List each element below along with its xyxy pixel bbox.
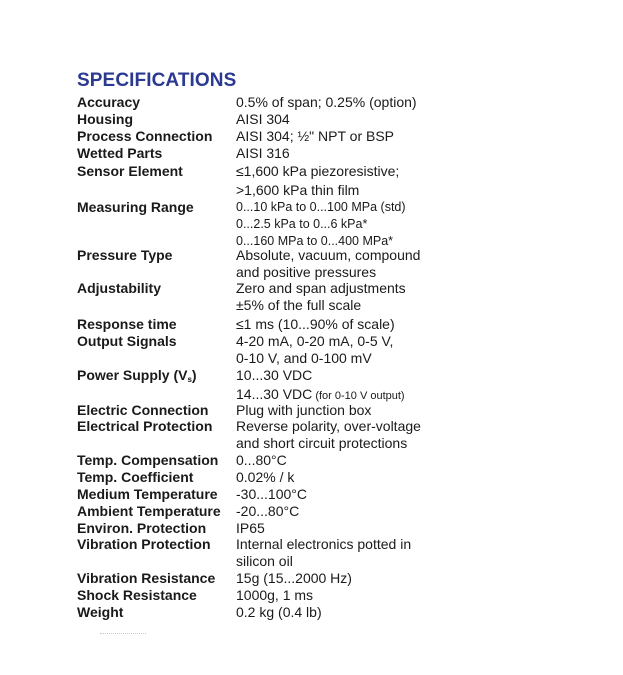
spec-value-line: Plug with junction box	[236, 402, 372, 418]
spec-value	[236, 111, 290, 128]
spec-label: Temp. Compensation	[77, 452, 219, 468]
spec-value	[236, 469, 294, 486]
spec-value	[236, 503, 299, 520]
spec-label: Shock Resistance	[77, 587, 197, 603]
spec-value	[236, 333, 393, 367]
spec-value	[236, 520, 265, 537]
spec-label-subscript: s	[187, 375, 192, 384]
spec-value-line: AISI 316	[236, 145, 290, 161]
spec-value-line: AISI 304; ½" NPT or BSP	[236, 128, 395, 144]
spec-label: Sensor Element	[77, 163, 183, 179]
section-title: SPECIFICATIONS	[77, 70, 237, 91]
spec-value-line: silicon oil	[236, 553, 293, 569]
spec-label: Weight	[77, 604, 124, 620]
spec-value	[236, 316, 395, 333]
spec-value	[236, 367, 405, 403]
spec-label: Response time	[77, 316, 177, 332]
spec-value-line: and positive pressures	[236, 264, 377, 280]
spec-label: Adjustability	[77, 280, 162, 296]
spec-label: Ambient Temperature	[77, 503, 221, 519]
spec-value	[236, 199, 406, 250]
spec-label: Output Signals	[77, 333, 177, 349]
spec-label: Temp. Coefficient	[77, 469, 194, 485]
spec-value-line: 0.2 kg (0.4 lb)	[236, 604, 322, 620]
spec-value	[236, 452, 287, 469]
spec-value	[236, 163, 399, 199]
faint-divider	[100, 633, 146, 636]
spec-value	[236, 587, 313, 604]
spec-value-line: and short circuit protections	[236, 435, 408, 451]
spec-value	[236, 247, 420, 281]
spec-value-line: 10...30 VDC	[236, 367, 313, 383]
spec-value	[236, 280, 406, 314]
spec-label: Measuring Range	[77, 199, 194, 215]
spec-value-line: Reverse polarity, over-voltage	[236, 418, 421, 434]
spec-value-line: Absolute, vacuum, compound	[236, 247, 421, 263]
spec-value-line	[236, 386, 405, 403]
spec-value-line: AISI 304	[236, 111, 290, 127]
spec-value	[236, 570, 352, 587]
spec-value-line: 0...2.5 kPa to 0...6 kPa*	[236, 217, 368, 231]
spec-value	[236, 536, 411, 570]
spec-value	[236, 145, 290, 162]
spec-value-line: ±5% of the full scale	[236, 297, 362, 313]
spec-label: Wetted Parts	[77, 145, 163, 161]
spec-value	[236, 418, 421, 452]
spec-label: Environ. Protection	[77, 520, 207, 536]
spec-value-line: 1000g, 1 ms	[236, 587, 314, 603]
spec-value-line: 0...160 MPa to 0...400 MPa*	[236, 234, 394, 248]
spec-value-line: Zero and span adjustments	[236, 280, 406, 296]
spec-value-line: -20...80°C	[236, 503, 300, 519]
spec-label: Electrical Protection	[77, 418, 213, 434]
spec-value-line: 0...10 kPa to 0...100 MPa (std)	[236, 200, 406, 214]
spec-value-line: 15g (15...2000 Hz)	[236, 570, 352, 586]
spec-label	[77, 367, 197, 388]
spec-value-line: ≤1 ms (10...90% of scale)	[236, 316, 395, 332]
spec-label: Pressure Type	[77, 247, 173, 263]
spec-label: Vibration Protection	[77, 536, 211, 552]
spec-value-note: (for 0-10 V output)	[312, 390, 405, 402]
spec-value-line: IP65	[236, 520, 265, 536]
spec-value-line: >1,600 kPa thin film	[236, 182, 360, 198]
spec-value-line: 0.5% of span; 0.25% (option)	[236, 94, 417, 110]
spec-value	[236, 128, 394, 145]
spec-label: Accuracy	[77, 94, 141, 110]
spec-value-line: 0.02% / k	[236, 469, 295, 485]
spec-label-text: Power Supply (V	[77, 367, 188, 383]
spec-value-line: 0-10 V, and 0-100 mV	[236, 350, 372, 366]
spec-label: Process Connection	[77, 128, 213, 144]
spec-value-line: 4-20 mA, 0-20 mA, 0-5 V,	[236, 333, 394, 349]
spec-value	[236, 486, 307, 503]
spec-value-main: 14...30 VDC	[236, 386, 313, 402]
spec-value	[236, 94, 417, 111]
spec-value	[236, 402, 371, 419]
spec-value-line: ≤1,600 kPa piezoresistive;	[236, 163, 400, 179]
spec-value-line: 0...80°C	[236, 452, 287, 468]
spec-value	[236, 604, 322, 621]
spec-label: Electric Connection	[77, 402, 209, 418]
spec-value-line: Internal electronics potted in	[236, 536, 412, 552]
spec-label-text-end: )	[191, 367, 197, 383]
spec-value-line: -30...100°C	[236, 486, 307, 502]
spec-label: Medium Temperature	[77, 486, 218, 502]
spec-label: Housing	[77, 111, 133, 127]
spec-label: Vibration Resistance	[77, 570, 216, 586]
